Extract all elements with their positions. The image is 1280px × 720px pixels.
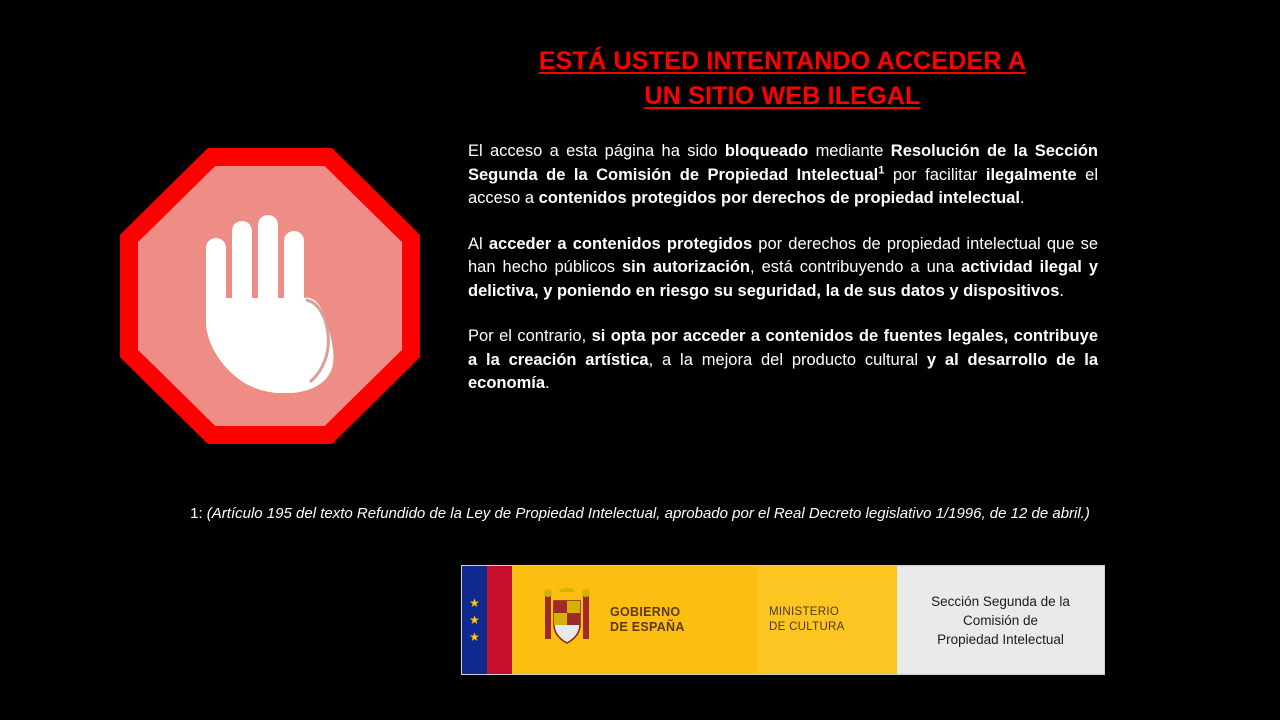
p1-t4: el acceso a (468, 165, 1099, 207)
p2-b3: actividad ilegal y delictiva, y poniendo en riesgo su seguridad, la de sus datos y dispositivos (468, 258, 1098, 300)
p1-t2: mediante (808, 142, 891, 160)
p1-b4: contenidos protegidos por derechos de propiedad intelectual (538, 189, 1020, 207)
footnote-marker: 1 (878, 164, 885, 176)
eu-star-icon: ★ (469, 613, 480, 627)
section-block (897, 566, 1104, 674)
notice-paragraph-1 (468, 140, 1098, 211)
hand-palm-icon (186, 203, 351, 393)
p2-t4: . (1059, 281, 1064, 300)
p2-t1: Al (468, 234, 489, 253)
p1-t5: . (1019, 189, 1025, 207)
p1-b2: Resolución de la Sección Segunda de la Comisión de Propiedad Intelectual (468, 142, 1098, 184)
spain-coat-of-arms-icon (540, 587, 594, 653)
stop-hand-icon (120, 148, 425, 448)
p2-t3: , está contribuyendo a una (750, 258, 962, 276)
p3-b1: si opta por acceder a contenidos de fuentes legales, contribuye a la creación artística (468, 327, 1098, 369)
government-label (610, 605, 685, 635)
eu-star-icon: ★ (469, 596, 480, 610)
footnote-text: (Artículo 195 del texto Refundido de la Ley de Propiedad Intelectual, aprobado por el Real Decreto legislativo 1/1996, de 12 de abril.) (206, 505, 1090, 522)
government-block (512, 566, 757, 674)
ministry-block (757, 566, 897, 674)
government-label-line-2: DE ESPAÑA (610, 620, 685, 634)
p2-b2: sin autorización (622, 258, 751, 276)
p1-b1: bloqueado (724, 142, 809, 160)
p3-b2: y al desarrollo de la economía (468, 350, 1098, 392)
p3-t1: Por el contrario, (468, 327, 592, 345)
page-title-line-2: UN SITIO WEB ILEGAL (644, 82, 921, 110)
p2-t2: por derechos de propiedad intelectual que se han hecho públicos (468, 234, 1098, 276)
p3-t2: , a la mejora del producto cultural (648, 350, 927, 369)
p2-b1: acceder a contenidos protegidos (488, 234, 753, 253)
section-label-line-2: Propiedad Intelectual (937, 631, 1064, 647)
government-banner (461, 565, 1105, 675)
page-title-line-1: ESTÁ USTED INTENTANDO ACCEDER A (538, 47, 1027, 75)
notice-paragraph-3 (468, 325, 1098, 396)
p3-t3: . (545, 374, 550, 392)
ministry-label-line-2: DE CULTURA (769, 621, 845, 633)
eu-flag-block (462, 566, 487, 674)
ministry-label-line-1: MINISTERIO (769, 606, 840, 618)
p1-t1: El acceso a esta página ha sido (468, 142, 725, 160)
p1-b3: ilegalmente (985, 165, 1077, 184)
notice-paragraph-2 (468, 233, 1098, 304)
section-label (907, 592, 1094, 649)
footnote-number: 1: (190, 505, 207, 522)
notice-body (468, 140, 1098, 396)
page-title (460, 44, 1105, 114)
eu-spain-flag-icon (462, 566, 512, 674)
ministry-label (769, 605, 845, 635)
p1-t3: por facilitar (884, 165, 986, 184)
eu-star-icon: ★ (469, 630, 480, 644)
footnote (0, 505, 1280, 522)
section-label-line-1: Sección Segunda de la Comisión de (931, 593, 1070, 628)
government-label-line-1: GOBIERNO (610, 605, 681, 619)
